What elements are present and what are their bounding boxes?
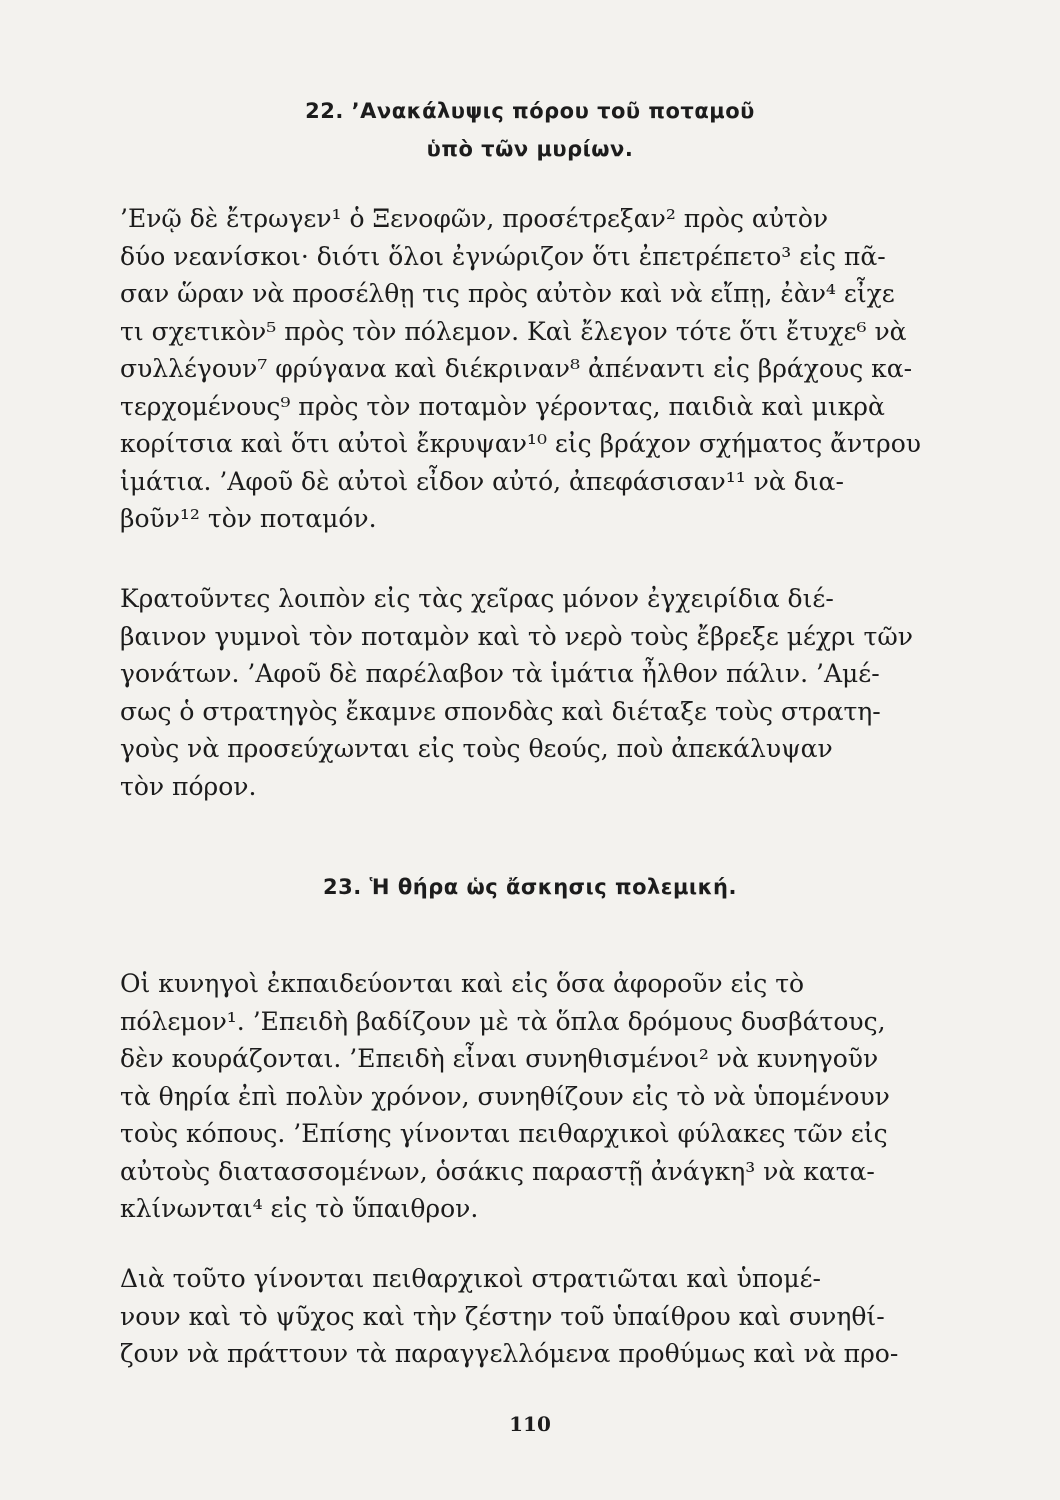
- text-line: δύο νεανίσκοι· διότι ὅλοι ἐγνώριζον ὅτι ἐπετρέπετο³ εἰς πᾶ-: [120, 241, 886, 271]
- text-line: συλλέγουν⁷ φρύγανα καὶ διέκριναν⁸ ἀπέναντι εἰς βράχους κα-: [120, 354, 913, 383]
- text-line: ’Ενῷ δὲ ἔτρωγεν¹ ὁ Ξενοφῶν, προσέτρεξαν² πρὸς αὐτὸν: [120, 204, 829, 233]
- section-23-heading: [0, 868, 1060, 906]
- text-line: κορίτσια καὶ ὅτι αὐτοὶ ἔκρυψαν¹⁰ εἰς βράχον σχήματος ἄντρου: [120, 429, 922, 458]
- text-line: τι σχετικὸν⁵ πρὸς τὸν πόλεμον. Καὶ ἔλεγον τότε ὅτι ἔτυχε⁶ νὰ: [120, 316, 907, 346]
- section-23-paragraph-2: [120, 1260, 1000, 1373]
- heading-line: 23. Ἡ θήρα ὡς ἄσκησις πολεμική.: [323, 875, 737, 899]
- text-line: βοῦν¹² τὸν ποταμόν.: [120, 504, 377, 533]
- text-line: ζουν νὰ πράττουν τὰ παραγγελλόμενα προθύμως καὶ νὰ προ-: [120, 1339, 899, 1368]
- text-line: Διὰ τοῦτο γίνονται πειθαρχικοὶ στρατιῶται καὶ ὑπομέ-: [120, 1264, 821, 1293]
- text-line: τοὺς κόπους. ’Επίσης γίνονται πειθαρχικοὶ φύλακες τῶν εἰς: [120, 1119, 888, 1148]
- section-22-paragraph-2: [120, 580, 1000, 805]
- text-line: σαν ὥραν νὰ προσέλθῃ τις πρὸς αὐτὸν καὶ νὰ εἴπῃ, ἐὰν⁴ εἶχε: [120, 279, 895, 308]
- text-line: Κρατοῦντες λοιπὸν εἰς τὰς χεῖρας μόνον ἐγχειρίδια διέ-: [120, 584, 834, 613]
- text-line: σως ὁ στρατηγὸς ἔκαμνε σπονδὰς καὶ διέταξε τοὺς στρατη-: [120, 696, 881, 726]
- text-line: πόλεμον¹. ’Επειδὴ βαδίζουν μὲ τὰ ὅπλα δρόμους δυσβάτους,: [120, 1006, 886, 1036]
- text-line: γονάτων. ’Αφοῦ δὲ παρέλαβον τὰ ἱμάτια ἦλθον πάλιν. ’Αμέ-: [120, 659, 880, 688]
- text-line: τερχομένους⁹ πρὸς τὸν ποταμὸν γέροντας, παιδιὰ καὶ μικρὰ: [120, 391, 885, 421]
- page-number: 110: [509, 1412, 551, 1436]
- section-23-paragraph-1: [120, 965, 1000, 1228]
- text-line: δὲν κουράζονται. ’Επειδὴ εἶναι συνηθισμένοι² νὰ κυνηγοῦν: [120, 1044, 879, 1073]
- text-line: τὸν πόρον.: [120, 771, 257, 801]
- section-22-heading: [0, 92, 1060, 168]
- text-line: τὰ θηρία ἐπὶ πολὺν χρόνον, συνηθίζουν εἰς τὸ νὰ ὑπομένουν: [120, 1081, 890, 1111]
- heading-line: 22. ’Ανακάλυψις πόρου τοῦ ποταμοῦ: [305, 99, 755, 123]
- text-line: ἱμάτια. ’Αφοῦ δὲ αὐτοὶ εἶδον αὐτό, ἀπεφάσισαν¹¹ νὰ δια-: [120, 466, 844, 496]
- text-line: νουν καὶ τὸ ψῦχος καὶ τὴν ζέστην τοῦ ὑπαίθρου καὶ συνηθί-: [120, 1301, 885, 1331]
- heading-line: ὑπὸ τῶν μυρίων.: [426, 137, 634, 161]
- text-line: βαινον γυμνοὶ τὸν ποταμὸν καὶ τὸ νερὸ τοὺς ἔβρεξε μέχρι τῶν: [120, 621, 913, 651]
- section-22-paragraph-1: [120, 200, 1000, 538]
- text-line: γοὺς νὰ προσεύχωνται εἰς τοὺς θεούς, ποὺ ἀπεκάλυψαν: [120, 734, 833, 763]
- text-line: αὐτοὺς διατασσομένων, ὁσάκις παραστῇ ἀνάγκη³ νὰ κατα-: [120, 1156, 875, 1186]
- text-line: Οἱ κυνηγοὶ ἐκπαιδεύονται καὶ εἰς ὅσα ἀφοροῦν εἰς τὸ: [120, 969, 805, 998]
- text-line: κλίνωνται⁴ εἰς τὸ ὕπαιθρον.: [120, 1194, 479, 1223]
